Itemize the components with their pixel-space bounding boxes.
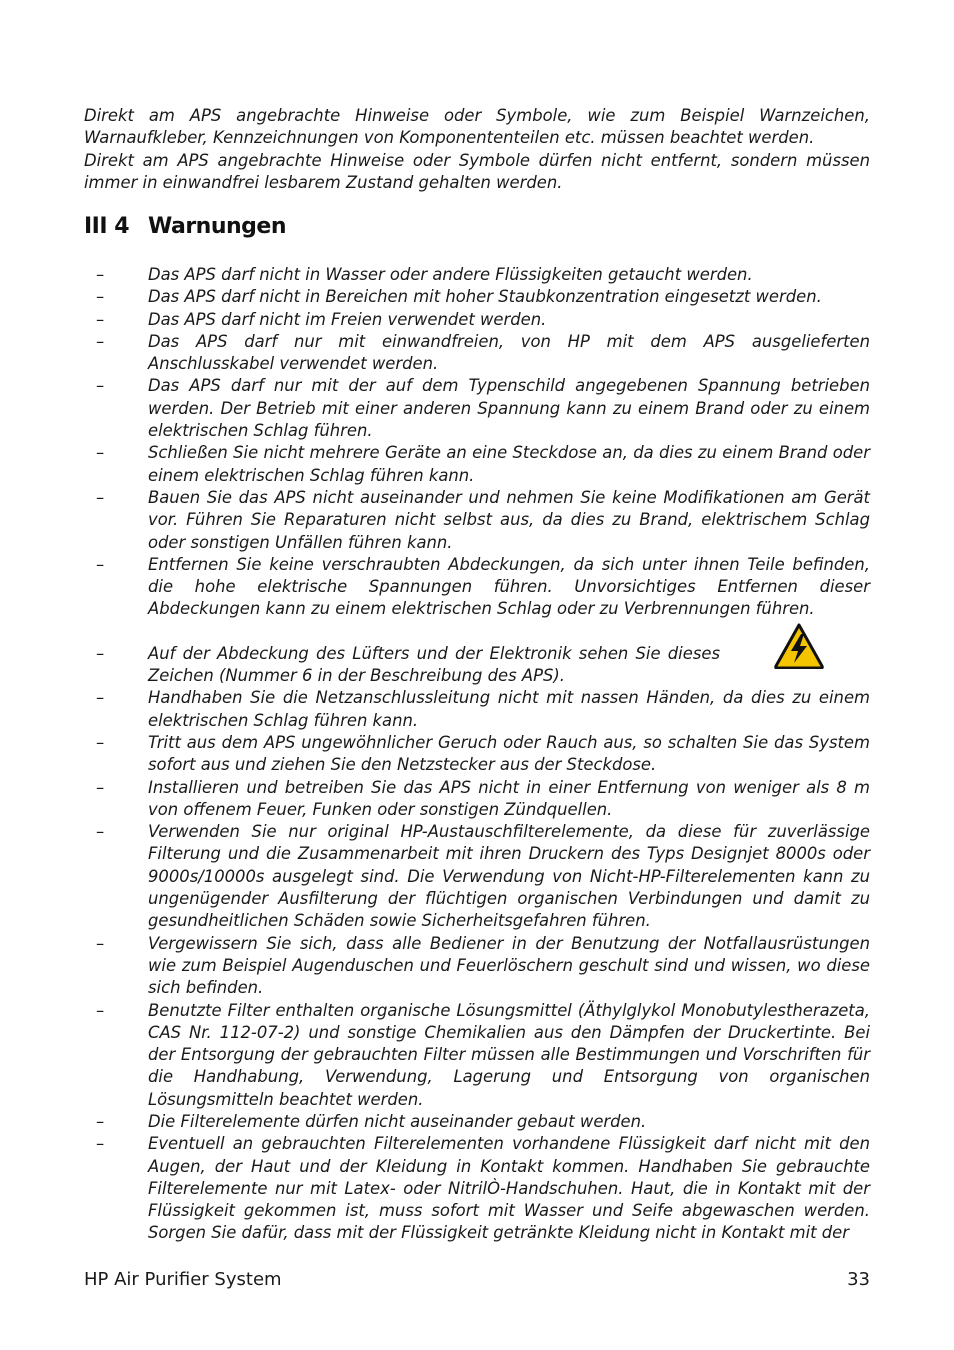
list-item-text: Bauen Sie das APS nicht auseinander und nehmen Sie keine Modifikationen am Gerät vor. Führen Sie Reparaturen nicht selbst aus, da dies zu Brand, elektrischem Schlag oder sonstigen Unfällen führen kann. bbox=[148, 487, 870, 552]
footer-product-name: HP Air Purifier System bbox=[84, 1269, 282, 1290]
list-item-text: Das APS darf nur mit der auf dem Typenschild angegebenen Spannung betrieben werden. Der Betrieb mit einer anderen Spannung kann zu einem Brand oder zu einem elektrischen Schlag führen. bbox=[148, 376, 870, 441]
list-bullet: – bbox=[96, 933, 105, 953]
list-item bbox=[84, 554, 870, 621]
list-bullet: – bbox=[96, 688, 105, 708]
list-bullet: – bbox=[96, 732, 105, 752]
list-item bbox=[84, 933, 870, 1000]
list-bullet: – bbox=[96, 1000, 105, 1020]
list-bullet: – bbox=[96, 265, 105, 284]
list-bullet: – bbox=[96, 331, 105, 351]
list-item bbox=[84, 1000, 870, 1111]
list-item bbox=[84, 732, 870, 777]
list-item-text: Eventuell an gebrauchten Filterelementen vorhandene Flüssigkeit darf nicht mit den Augen, der Haut und der Kleidung in Kontakt kommen. Handhaben Sie gebrauchte Filterelemente nur mit Latex- oder NitrilÒ-Handschuhen. Haut, die in Kontakt mit der Flüssigkeit gekommen ist, muss sofort mit Wasser und Seife abgewaschen werden. Sorgen Sie dafür, dass mit der Flüssigkeit getränkte Kleidung nicht in Kontakt mit der bbox=[148, 1134, 870, 1243]
list-item bbox=[84, 375, 870, 442]
list-item bbox=[84, 777, 870, 822]
section-title: Warnungen bbox=[148, 214, 286, 239]
list-item bbox=[84, 442, 870, 487]
intro-paragraph-2: Direkt am APS angebrachte Hinweise oder Symbole dürfen nicht entfernt, sondern müssen immer in einwandfrei lesbarem Zustand gehalten werden. bbox=[84, 150, 870, 192]
list-bullet: – bbox=[96, 777, 105, 797]
list-item-text: Die Filterelemente dürfen nicht auseinander gebaut werden. bbox=[148, 1111, 647, 1131]
list-bullet: – bbox=[96, 376, 105, 396]
list-item-text: Das APS darf nicht in Wasser oder andere Flüssigkeiten getaucht werden. bbox=[148, 265, 753, 284]
list-item bbox=[84, 309, 870, 331]
list-item-text: Benutzte Filter enthalten organische Lösungsmittel (Äthylglykol Monobutylestherazeta, CAS Nr. 112-07-2) und sonstige Chemikalien aus den Dämpfen der Druckertinte. Bei der Entsorgung der gebrauchten Filter müssen alle Bestimmungen und Vorschriften für die Handhabung, Verwendung, Lagerung und Entsorgung von organischen Lösungsmitteln beachtet werden. bbox=[148, 1000, 870, 1109]
list-item-text: Das APS darf nicht in Bereichen mit hoher Staubkonzentration eingesetzt werden. bbox=[148, 287, 822, 307]
list-bullet: – bbox=[96, 309, 105, 329]
list-item-text: Handhaben Sie die Netzanschlussleitung nicht mit nassen Händen, da dies zu einem elektrischen Schlag führen kann. bbox=[148, 688, 870, 730]
list-bullet: – bbox=[96, 1111, 105, 1131]
list-item-text: Tritt aus dem APS ungewöhnlicher Geruch oder Rauch aus, so schalten Sie das System sofort aus und ziehen Sie den Netzstecker aus der Steckdose. bbox=[148, 732, 870, 775]
list-item-text: Vergewissern Sie sich, dass alle Bediener in der Benutzung der Notfallausrüstungen wie zum Beispiel Augenduschen und Feuerlöschern geschult sind und wissen, wo diese sich befinden. bbox=[148, 933, 870, 998]
list-item-text: Entfernen Sie keine verschraubten Abdeckungen, da sich unter ihnen Teile befinden, die hohe elektrische Spannungen führen. Unvorsichtiges Entfernen dieser Abdeckungen kann zu einem elektrischen Schlag oder zu Verbrennungen führen. bbox=[148, 554, 870, 619]
warnings-list bbox=[84, 264, 870, 1245]
list-bullet: – bbox=[96, 443, 105, 463]
list-item bbox=[84, 1111, 870, 1133]
list-item bbox=[84, 286, 870, 308]
list-bullet: – bbox=[96, 554, 105, 574]
list-item-text: Auf der Abdeckung des Lüfters und der Elektronik sehen Sie dieses Zeichen (Nummer 6 in der Beschreibung des APS). bbox=[148, 643, 720, 686]
list-item bbox=[84, 487, 870, 554]
list-item-text: Schließen Sie nicht mehrere Geräte an eine Steckdose an, da dies zu einem Brand oder einem elektrischen Schlag führen kann. bbox=[148, 443, 870, 485]
list-item bbox=[84, 687, 870, 732]
list-bullet: – bbox=[96, 822, 105, 842]
list-bullet: – bbox=[96, 643, 105, 663]
list-item bbox=[84, 621, 870, 688]
list-bullet: – bbox=[96, 287, 105, 307]
list-item bbox=[84, 331, 870, 376]
list-bullet: – bbox=[96, 487, 105, 507]
intro-paragraph-1: Direkt am APS angebrachte Hinweise oder Symbole, wie zum Beispiel Warnzeichen, Warnaufkleber, Kennzeichnungen von Komponententeilen etc. müssen beachtet werden. bbox=[84, 106, 870, 148]
page-number: 33 bbox=[847, 1269, 870, 1290]
intro-text bbox=[84, 105, 870, 194]
high-voltage-warning-icon bbox=[774, 623, 824, 669]
list-item-text: Installieren und betreiben Sie das APS nicht in einer Entfernung von weniger als 8 m von offenem Feuer, Funken oder sonstigen Zündquellen. bbox=[148, 777, 870, 819]
list-item bbox=[84, 264, 870, 286]
list-item-text: Das APS darf nur mit einwandfreien, von HP mit dem APS ausgelieferten Anschlusskabel verwendet werden. bbox=[148, 331, 870, 374]
list-item-text: Verwenden Sie nur original HP-Austauschfilterelemente, da diese für zuverlässige Filterung und die Zusammenarbeit mit ihren Druckern des Typs Designjet 8000s oder 9000s/10000s ausgelegt sind. Die Verwendung von Nicht-HP-Filterelementen kann zu ungenügender Ausfilterung der flüchtigen organischen Verbindungen und damit zu gesundheitlichen Schäden sowie Sicherheitsgefahren führen. bbox=[148, 822, 870, 931]
section-number: III 4 bbox=[84, 214, 130, 239]
section-heading bbox=[84, 214, 286, 239]
list-item bbox=[84, 1133, 870, 1244]
list-item bbox=[84, 821, 870, 932]
list-item-text: Das APS darf nicht im Freien verwendet werden. bbox=[148, 309, 547, 329]
list-bullet: – bbox=[96, 1134, 105, 1154]
